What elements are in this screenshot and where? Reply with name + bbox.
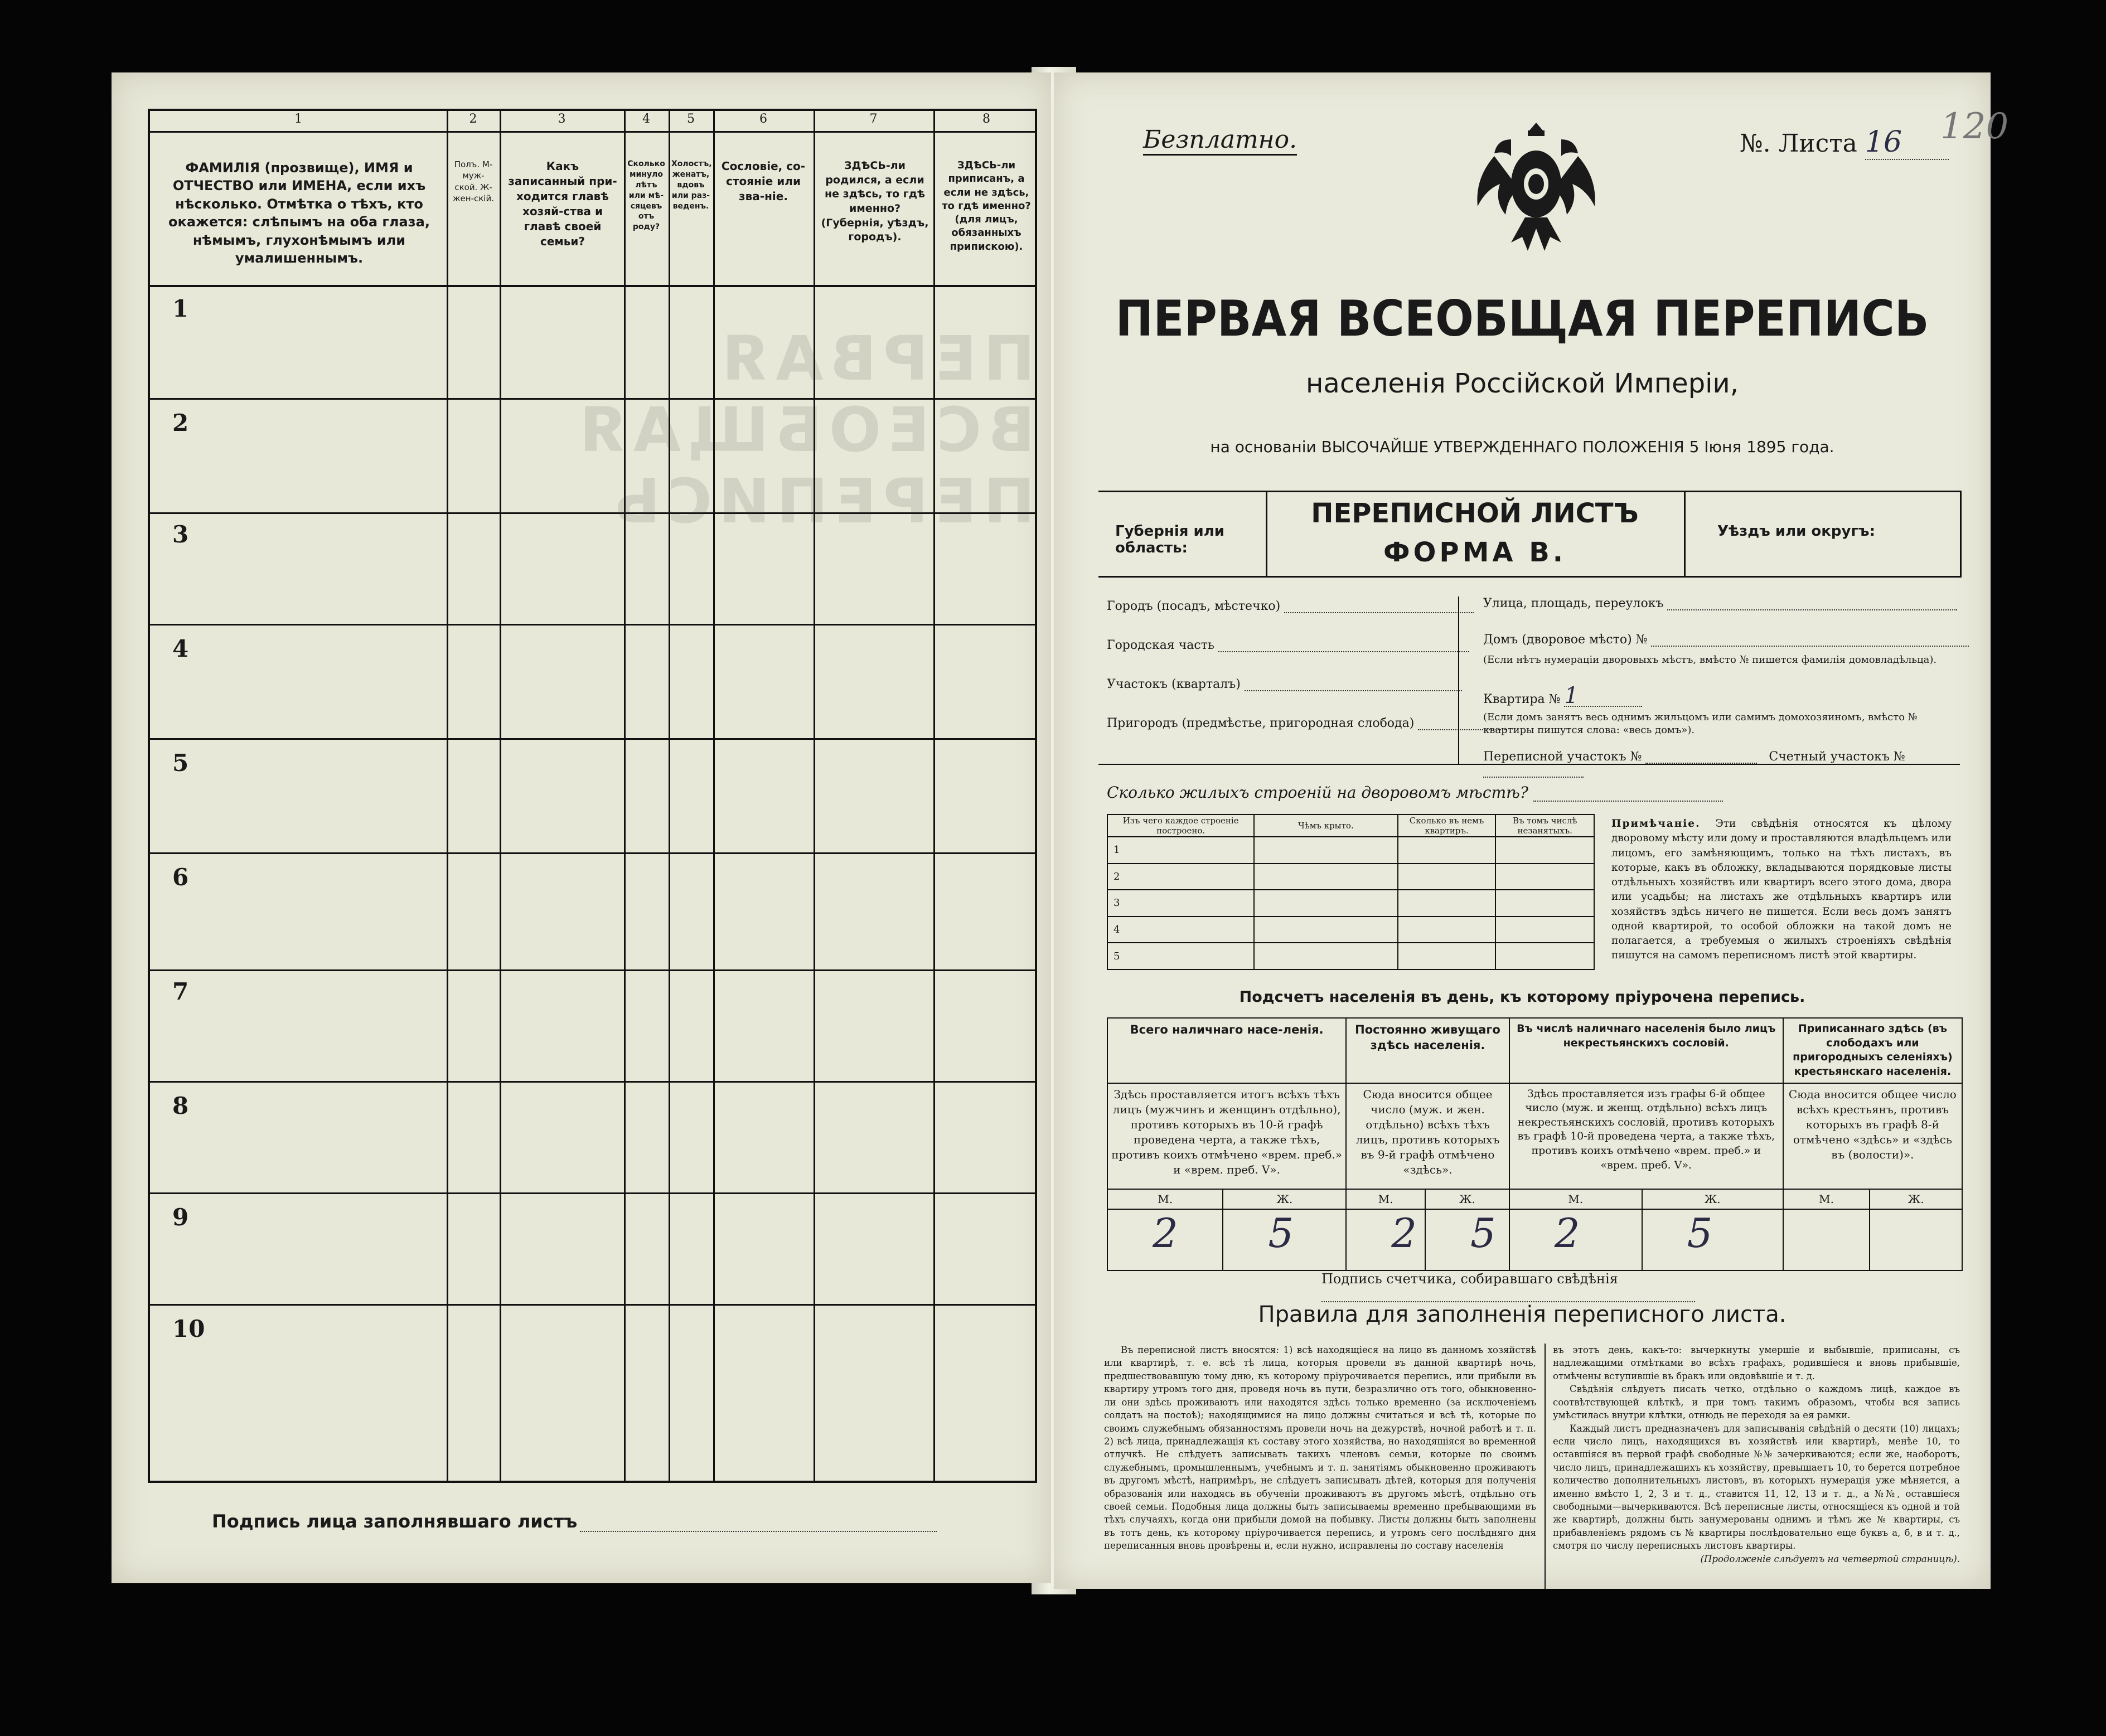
street-field[interactable] bbox=[1483, 597, 1957, 610]
counting-district-line[interactable] bbox=[1483, 765, 1584, 778]
city-field[interactable] bbox=[1107, 599, 1474, 613]
column-divider bbox=[933, 111, 935, 1481]
row-number: 4 bbox=[172, 635, 189, 662]
buildings-cell[interactable] bbox=[1495, 864, 1594, 890]
summary-value: 2 bbox=[1153, 1209, 1178, 1257]
buildings-header: Чѣмъ крыто. bbox=[1254, 814, 1397, 837]
city-part-field[interactable] bbox=[1107, 638, 1469, 652]
signature-area bbox=[212, 1511, 937, 1532]
buildings-header: Сколько въ немъ квартиръ. bbox=[1398, 814, 1496, 837]
header-age: Сколько минуло лѣтъ или мѣ-сяцевъ отъ роду? bbox=[627, 159, 665, 232]
buildings-question-line[interactable] bbox=[1533, 788, 1723, 802]
header-estate: Сословіе, со-стояніе или зва-ніе. bbox=[721, 159, 806, 203]
form-title: ФОРМА В. bbox=[1383, 537, 1567, 568]
column-divider bbox=[624, 111, 626, 1481]
main-title: ПЕРВАЯ ВСЕОБЩАЯ ПЕРЕПИСЬ bbox=[1115, 290, 1929, 347]
row-number: 8 bbox=[172, 1092, 189, 1119]
header-relation: Какъ записанный при-ходится главѣ хозяй-ства и главѣ своей семьи? bbox=[508, 159, 617, 248]
row-number: 9 bbox=[172, 1204, 189, 1231]
street-line[interactable] bbox=[1667, 598, 1957, 610]
summary-title: Подсчетъ населенія въ день, къ которому пріурочена перепись. bbox=[1239, 988, 1805, 1006]
buildings-cell[interactable] bbox=[1495, 837, 1594, 864]
summary-desc-total: Здѣсь проставляется итогъ всѣхъ тѣхъ лицъ (мужчинъ и женщинъ отдѣльно), противъ которыхъ въ 10-й графѣ проведена черта, а также тѣхъ, противъ коихъ отмѣчено «врем. преб.» и «врем. преб. V». bbox=[1107, 1083, 1346, 1189]
summary-head-permanent: Постоянно живущаго здѣсь населенія. bbox=[1346, 1018, 1509, 1083]
rules-continued: (Продолженіе слѣдуетъ на четвертой страницѣ). bbox=[1700, 1553, 1960, 1564]
col-number: 5 bbox=[687, 112, 695, 126]
summary-value-cell[interactable] bbox=[1783, 1209, 1870, 1271]
bleed-through-text: ПЕРВАЯ ВСЕОБЩАЯ ПЕРЕПИСЬ bbox=[573, 323, 1035, 537]
header-registered: ЗДѢСЬ-ли приписанъ, а если не здѣсь, то гдѣ именно? (для лицъ, обязанныхъ припискою). bbox=[942, 159, 1031, 253]
counter-sign-label: Подпись счетчика, собиравшаго свѣдѣнія bbox=[1321, 1271, 1618, 1287]
sheet-header-box bbox=[1098, 491, 1962, 578]
suburb-label: Пригородъ (предмѣстье, пригородная слобода) bbox=[1107, 716, 1415, 730]
female-label: Ж. bbox=[1870, 1189, 1962, 1209]
summary-desc-permanent: Сюда вносится общее число (муж. и жен. отдѣльно) всѣхъ тѣхъ лицъ, противъ которыхъ въ 9-й графѣ отмѣчено «здѣсь». bbox=[1346, 1083, 1509, 1189]
street-label: Улица, площадь, переулокъ bbox=[1483, 597, 1664, 610]
buildings-cell[interactable] bbox=[1398, 917, 1496, 943]
summary-value-cell[interactable] bbox=[1642, 1209, 1783, 1271]
apartment-field[interactable] bbox=[1483, 683, 1642, 709]
col-number: 7 bbox=[869, 112, 878, 126]
buildings-cell[interactable] bbox=[1254, 943, 1397, 969]
buildings-cell[interactable] bbox=[1398, 943, 1496, 969]
buildings-cell[interactable] bbox=[1495, 943, 1594, 969]
summary-value-cell[interactable] bbox=[1107, 1209, 1223, 1271]
female-label: Ж. bbox=[1642, 1189, 1783, 1209]
buildings-header: Изъ чего каждое строеніе построено. bbox=[1107, 814, 1254, 837]
col-number: 2 bbox=[469, 112, 477, 126]
census-district-label: Переписной участокъ № bbox=[1483, 750, 1642, 764]
female-label: Ж. bbox=[1425, 1189, 1509, 1209]
right-page bbox=[1054, 72, 2009, 1589]
summary-desc-non-peasant: Здѣсь проставляется изъ графы 6-й общее число (муж. и женщ. отдѣльно) всѣхъ лицъ некрестьянскихъ сословій, противъ которыхъ въ графѣ 10-й проведена черта, а также тѣхъ, противъ коихъ отмѣчено «врем. преб.» и «врем. преб. V». bbox=[1509, 1083, 1783, 1189]
buildings-cell[interactable] bbox=[1495, 890, 1594, 917]
buildings-cell[interactable] bbox=[1254, 917, 1397, 943]
rules-text: Въ переписной листъ вносятся: 1) всѣ находящіеся на лицо въ данномъ хозяйствѣ или квартирѣ, т. е. всѣ тѣ лица, которыя провели въ данной квартирѣ ночь, предшествовавшую тому дню, къ которому пріурочивается перепись, или прибыли въ квартиру утромъ того дня, проведя ночь въ пути, безразлично отъ того, обыкновенно-ли они здѣсь проживаютъ или находятся здѣсь только временно (за исключеніемъ солдатъ на постоѣ); находящимися на лицо должны считаться и всѣ тѣ, которые по своимъ служебнымъ обязанностямъ провели ночь на дежурствѣ, ночной работѣ и т. п. 2) всѣ лица, принадлежащія къ составу этого хозяйства, но находящіяся во временной отлучкѣ. Не слѣдуетъ записывать такихъ членовъ семьи, которые по своимъ служебнымъ, промышленнымъ, учебнымъ и т. п. занятіямъ обыкновенно проживаютъ въ другомъ мѣстѣ, напримѣръ, не слѣдуетъ записывать дѣтей, которыя для полученія образованія или находясь въ обученіи проживаютъ въ другомъ мѣстѣ, отдѣльно отъ своей семьи. Подобныя лица должны быть записываемы временно пребывающими въ тѣхъ случаяхъ, когда они прибыли домой на побывку. Листы должны быть заполнены въ тотъ день, къ которому пріурочивается перепись, и утромъ сего послѣдняго дня переписанныя вновь провѣрены и, если нужно, исправлены по составу населенія bbox=[1104, 1345, 1536, 1551]
male-label: М. bbox=[1783, 1189, 1870, 1209]
uezd-cell[interactable] bbox=[1684, 492, 1960, 576]
row-number: 1 bbox=[172, 295, 189, 322]
rules-left-column bbox=[1104, 1344, 1536, 1553]
city-line[interactable] bbox=[1284, 601, 1474, 613]
signature-label: Подпись лица заполнявшаго листъ bbox=[212, 1511, 578, 1532]
city-part-line[interactable] bbox=[1218, 640, 1469, 652]
row-divider bbox=[150, 1081, 1035, 1083]
female-label: Ж. bbox=[1223, 1189, 1346, 1209]
census-district-line[interactable] bbox=[1645, 751, 1757, 764]
male-label: М. bbox=[1509, 1189, 1642, 1209]
buildings-cell[interactable] bbox=[1495, 917, 1594, 943]
summary-head-non-peasant: Въ числѣ наличнаго населенія было лицъ некрестьянскихъ сословій. bbox=[1509, 1018, 1783, 1083]
suburb-field[interactable] bbox=[1107, 716, 1507, 730]
buildings-row-number: 4 bbox=[1107, 917, 1254, 943]
sheet-number-label: №. Листа bbox=[1740, 129, 1857, 158]
sheet-number-field bbox=[1740, 125, 1949, 160]
house-label: Домъ (дворовое мѣсто) № bbox=[1483, 633, 1648, 647]
header-birthplace: ЗДѢСЬ-ли родился, а если не здѣсь, то гдѣ именно? (Губернія, уѣздъ, городъ). bbox=[821, 159, 929, 244]
row-number: 10 bbox=[172, 1315, 205, 1342]
precinct-label: Участокъ (кварталъ) bbox=[1107, 677, 1241, 691]
column-divider bbox=[669, 111, 670, 1481]
address-divider bbox=[1458, 597, 1459, 764]
buildings-cell[interactable] bbox=[1398, 864, 1496, 890]
double-headed-eagle-icon bbox=[1472, 117, 1600, 256]
summary-value-cell[interactable] bbox=[1870, 1209, 1962, 1271]
column-divider bbox=[447, 111, 448, 1481]
corner-archive-number: 120 bbox=[1940, 106, 2009, 147]
uezd-label: Уѣздъ или округъ: bbox=[1717, 523, 1875, 540]
left-page bbox=[112, 72, 1051, 1583]
legal-basis: на основаніи ВЫСОЧАЙШЕ УТВЕРЖДЕННАГО ПОЛОЖЕНІЯ 5 Іюня 1895 года. bbox=[1210, 438, 1834, 456]
buildings-cell[interactable] bbox=[1398, 890, 1496, 917]
apartment-note: (Если домъ занятъ весь однимъ жильцомъ или самимъ домохозяиномъ, вмѣсто № квартиры пишутся слова: «весь домъ»). bbox=[1483, 711, 1918, 736]
precinct-line[interactable] bbox=[1245, 679, 1462, 691]
subtitle: населенія Россійской Имперіи, bbox=[1306, 368, 1739, 399]
buildings-header: Въ томъ числѣ незанятыхъ. bbox=[1495, 814, 1594, 837]
buildings-cell[interactable] bbox=[1398, 837, 1496, 864]
free-label: Безплатно. bbox=[1143, 125, 1297, 156]
row-divider bbox=[150, 969, 1035, 971]
gubernia-cell[interactable] bbox=[1098, 492, 1267, 576]
buildings-row-number: 2 bbox=[1107, 864, 1254, 890]
summary-value-cell[interactable] bbox=[1509, 1209, 1642, 1271]
summary-head-total: Всего наличнаго насе-ленія. bbox=[1107, 1018, 1346, 1083]
column-divider bbox=[500, 111, 501, 1481]
row-divider bbox=[150, 1304, 1035, 1306]
summary-value: 2 bbox=[1391, 1209, 1417, 1257]
buildings-question: Сколько жилыхъ строеній на дворовомъ мѣстѣ? bbox=[1107, 783, 1528, 802]
signature-line[interactable] bbox=[580, 1516, 937, 1532]
summary-value: 2 bbox=[1554, 1209, 1580, 1257]
col-number: 6 bbox=[759, 112, 767, 126]
summary-desc-peasant: Сюда вносится общее число всѣхъ крестьянъ, противъ которыхъ въ графѣ 8-й отмѣчено «здѣсь» и «здѣсь въ (волости)». bbox=[1783, 1083, 1962, 1189]
apartment-label: Квартира № bbox=[1483, 692, 1561, 706]
house-line[interactable] bbox=[1651, 634, 1969, 647]
rules-text: Свѣдѣнія слѣдуетъ писать четко, отдѣльно о каждомъ лицѣ, каждое въ соотвѣтствующей клѣткѣ, и при томъ такимъ образомъ, чтобы вся запись умѣстилась внутри клѣтки, отнюдь не переходя за ея рамки. bbox=[1553, 1384, 1960, 1421]
row-number: 3 bbox=[172, 521, 189, 548]
census-table bbox=[148, 109, 1037, 1483]
buildings-question-field bbox=[1107, 783, 1723, 802]
sheet-title: ПЕРЕПИСНОЙ ЛИСТЪ bbox=[1311, 498, 1639, 529]
buildings-cell[interactable] bbox=[1254, 837, 1397, 864]
buildings-row-number: 5 bbox=[1107, 943, 1254, 969]
header-marital: Холостъ, женатъ, вдовъ или раз-веденъ. bbox=[671, 159, 712, 211]
buildings-cell[interactable] bbox=[1254, 864, 1397, 890]
counter-sign-field bbox=[1321, 1271, 1991, 1302]
note-text: Эти свѣдѣнія относятся къ цѣлому дворовому мѣсту или дому и проставляются владѣльцемъ или лицомъ, его замѣняющимъ, только на тѣхъ листахъ, въ которые, какъ въ обложку, вкладываются порядковые листы отдѣльныхъ хозяйствъ или квартиръ всего этого дома, двора или усадьбы; на листахъ же отдѣльныхъ квартиръ или хозяйствъ здѣсь ничего не пишется. Если весь домъ занятъ одной квартирой, то особой обложки на такой домъ не полагается, а требуемыя о жилыхъ строеніяхъ свѣдѣнія пишутся на самомъ переписномъ листѣ этой квартиры. bbox=[1611, 818, 1952, 962]
col-number: 4 bbox=[642, 112, 650, 126]
summary-value: 5 bbox=[1268, 1209, 1294, 1257]
male-label: М. bbox=[1346, 1189, 1425, 1209]
row-number: 5 bbox=[172, 749, 189, 777]
counter-sign-line[interactable] bbox=[1321, 1289, 1695, 1302]
gubernia-label: Губернія или область: bbox=[1115, 523, 1225, 556]
city-label: Городъ (посадъ, мѣстечко) bbox=[1107, 599, 1281, 613]
city-part-label: Городская часть bbox=[1107, 638, 1214, 652]
house-note: (Если нѣтъ нумераціи дворовыхъ мѣстъ, вмѣсто № пишется фамилія домовладѣльца). bbox=[1483, 654, 1937, 666]
column-divider bbox=[713, 111, 715, 1481]
buildings-cell[interactable] bbox=[1254, 890, 1397, 917]
column-number-row bbox=[150, 111, 1035, 133]
header-name: ФАМИЛІЯ (прозвище), ИМЯ и ОТЧЕСТВО или ИМЕНА, если ихъ нѣсколько. Отмѣтка о тѣхъ, кто окажется: слѣпымъ на оба глаза, нѣмымъ, глухонѣмымъ или умалишеннымъ. bbox=[168, 160, 430, 266]
column-header-row bbox=[150, 131, 1035, 287]
summary-value-cell[interactable] bbox=[1346, 1209, 1425, 1271]
house-field[interactable] bbox=[1483, 633, 1969, 647]
summary-value-cell[interactable] bbox=[1223, 1209, 1346, 1271]
rules-divider bbox=[1545, 1344, 1546, 1589]
row-divider bbox=[150, 852, 1035, 854]
male-label: М. bbox=[1107, 1189, 1223, 1209]
note-title: Примѣчаніе. bbox=[1611, 818, 1701, 830]
buildings-row-number: 3 bbox=[1107, 890, 1254, 917]
row-number: 6 bbox=[172, 864, 189, 891]
row-divider bbox=[150, 624, 1035, 625]
note-block bbox=[1611, 817, 1952, 963]
apartment-value[interactable]: 1 bbox=[1564, 686, 1642, 707]
buildings-row-number: 1 bbox=[1107, 837, 1254, 864]
column-divider bbox=[814, 111, 815, 1481]
row-divider bbox=[150, 1192, 1035, 1194]
row-divider bbox=[150, 738, 1035, 740]
rules-right-column bbox=[1553, 1344, 1960, 1565]
population-summary-table bbox=[1107, 1017, 1963, 1271]
rules-text: въ этотъ день, какъ-то: вычеркнуты умершіе и выбывшіе, приписаны, съ надлежащими отмѣтками во всѣхъ графахъ, родившіеся и вновь прибывшіе, отмѣчены вступившіе въ бракъ или овдовѣвшіе и т. д. bbox=[1553, 1345, 1960, 1381]
row-number: 2 bbox=[172, 409, 189, 437]
header-sex: Полъ. М-муж-ской. Ж-жен-скій. bbox=[453, 159, 494, 203]
col-number: 3 bbox=[558, 112, 566, 126]
counting-district-label: Счетный участокъ № bbox=[1769, 750, 1905, 764]
census-district-field[interactable] bbox=[1483, 750, 1991, 778]
precinct-field[interactable] bbox=[1107, 677, 1462, 691]
summary-value-cell[interactable] bbox=[1425, 1209, 1509, 1271]
buildings-table bbox=[1107, 814, 1595, 970]
sheet-number-value[interactable]: 16 bbox=[1865, 125, 1949, 160]
rules-title: Правила для заполненія переписного листа. bbox=[1258, 1302, 1787, 1327]
col-number: 8 bbox=[982, 112, 990, 126]
sheet-title-cell bbox=[1266, 492, 1686, 576]
summary-head-peasant: Приписаннаго здѣсь (въ слободахъ или пригородныхъ селеніяхъ) крестьянскаго населенія. bbox=[1783, 1018, 1962, 1083]
summary-value: 5 bbox=[1687, 1209, 1713, 1257]
col-number: 1 bbox=[294, 112, 302, 126]
rules-text: Каждый листъ предназначенъ для записыванія свѣдѣній о десяти (10) лицахъ; если число лицъ, находящихся въ хозяйствѣ или квартирѣ, менѣе 10, то оставшіяся въ первой графѣ свободные №№ зачеркиваются; если же, наоборотъ, число лицъ, принадлежащихъ къ хозяйству, превышаетъ 10, то берется потребное количество дополнительныхъ листовъ, въ которыхъ нумерація уже мѣняется, а именно вмѣсто 1, 2, 3 и т. д., ставится 11, 12, 13 и т. д., а №№, оставшіеся свободными—вычеркиваются. Всѣ переписные листы, относящіеся къ одной и той же квартирѣ, должны быть занумерованы однимъ и тѣмъ же № квартиры, съ прибавленіемъ рядомъ съ № квартиры послѣдовательно еще буквъ а, б, в и т. д., смотря по числу переписныхъ листовъ квартиры. bbox=[1553, 1423, 1960, 1551]
row-number: 7 bbox=[172, 978, 189, 1005]
summary-value: 5 bbox=[1470, 1209, 1496, 1257]
